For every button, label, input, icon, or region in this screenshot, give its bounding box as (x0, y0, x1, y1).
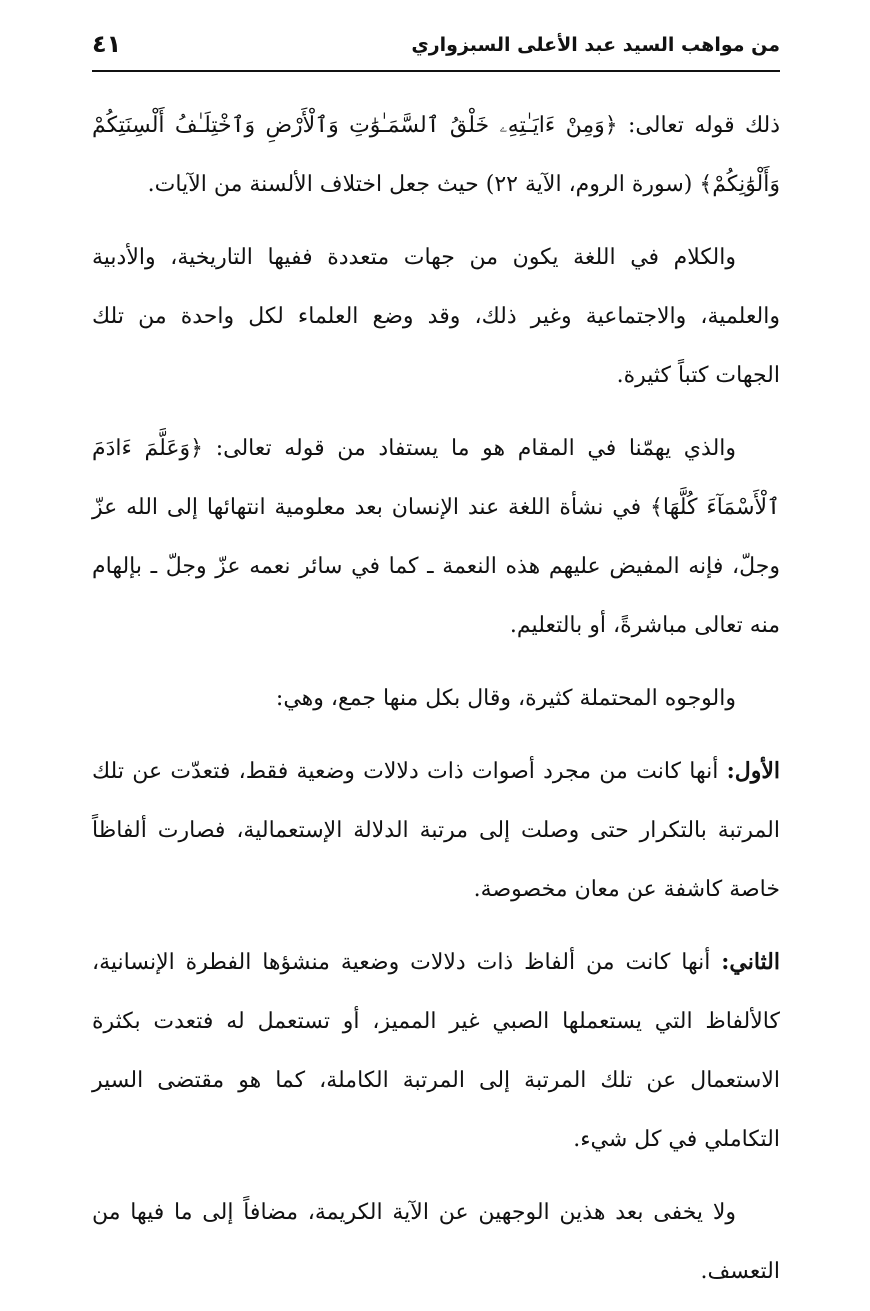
paragraph-5-lead: الأول: (726, 758, 780, 784)
running-header-title: من مواهب السيد عبد الأعلى السبزواري (411, 34, 780, 56)
paragraph-3-intro: والذي يهمّنا في المقام هو ما يستفاد من قوله تعالى: (203, 436, 737, 461)
paragraph-5 (92, 742, 780, 919)
paragraph-6-text: أنها كانت من ألفاظ ذات دلالات وضعية منشؤها الفطرة الإنسانية، كالألفاظ التي يستعملها الصبي غير المميز، أو تستعمل له فتعدت بكثرة الاستعمال عن تلك المرتبة إلى المرتبة الكاملة، كما هو مقتضى السير التكاملي في كل شيء. (92, 950, 780, 1152)
quran-verse-al-baqarah-31: ﴿وَعَلَّمَ ءَادَمَ ٱلْأَسْمَآءَ كُلَّهَا﴾ (92, 436, 780, 520)
body-text (92, 96, 780, 1311)
header-divider (92, 70, 780, 72)
quran-verse-ar-rum-22: ﴿وَمِنْ ءَايَـٰتِهِۦ خَلْقُ ٱلسَّمَـٰوَٰتِ وَٱلْأَرْضِ وَٱخْتِلَـٰفُ أَلْسِنَتِكُمْ وَأَلْوَٰنِكُمْ﴾ (92, 113, 780, 197)
paragraph-6-lead: الثاني: (721, 949, 780, 975)
paragraph-5-text: أنها كانت من مجرد أصوات ذات دلالات وضعية فقط، فتعدّت عن تلك المرتبة بالتكرار حتى وصلت إلى مرتبة الدلالة الإستعمالية، فصارت ألفاظاً خاصة كاشفة عن معان مخصوصة. (92, 759, 780, 902)
paragraph-4: والوجوه المحتملة كثيرة، وقال بكل منها جمع، وهي: (275, 686, 736, 711)
page-number: ٤١ (92, 30, 122, 58)
paragraph-3-rest: في نشأة اللغة عند الإنسان بعد معلومية انتهائها إلى الله عزّ وجلّ، فإنه المفيض عليهم هذه النعمة ـ كما في سائر نعمه عزّ وجلّ ـ بإلهام منه تعالى مباشرةً، أو بالتعليم. (92, 495, 780, 638)
paragraph-6 (92, 933, 780, 1169)
paragraph-3 (92, 419, 780, 655)
paragraph-2: والكلام في اللغة يكون من جهات متعددة ففيها التاريخية، والأدبية والعلمية، والاجتماعية وغير ذلك، وقد وضع العلماء لكل واحدة من تلك الجهات كتباً كثيرة. (92, 245, 780, 388)
paragraph-1-intro: ذلك قوله تعالى: (617, 113, 780, 138)
paragraph-7: ولا يخفى بعد هذين الوجهين عن الآية الكريمة، مضافاً إلى ما فيها من التعسف. (92, 1200, 780, 1284)
paragraph-1-rest: (سورة الروم، الآية ٢٢) حيث جعل اختلاف الألسنة من الآيات. (147, 172, 700, 197)
paragraph-1 (92, 96, 780, 214)
running-header (92, 28, 780, 72)
